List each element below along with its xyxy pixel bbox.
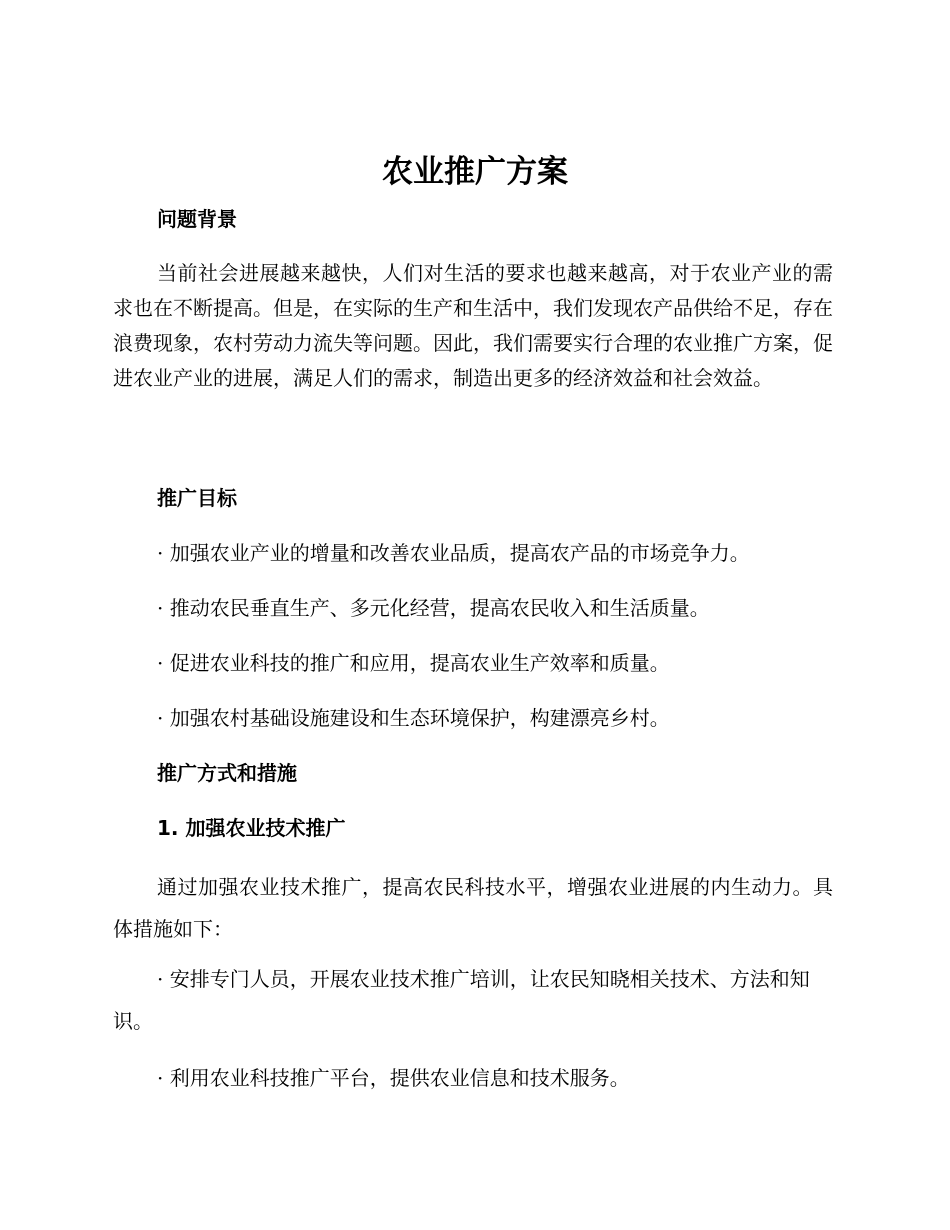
section-heading-goals: 推广目标 [157, 486, 237, 510]
document-title: 农业推广方案 [382, 154, 568, 190]
goal-item: · 加强农村基础设施建设和生态环境保护，构建漂亮乡村。 [157, 706, 670, 730]
goal-item: · 促进农业科技的推广和应用，提高农业生产效率和质量。 [157, 651, 670, 675]
goal-item: · 加强农业产业的增量和改善农业品质，提高农产品的市场竞争力。 [157, 541, 750, 565]
subsection-heading-tech: 1. 加强农业技术推广 [157, 816, 346, 840]
goal-item: · 推动农民垂直生产、多元化经营，提高农民收入和生活质量。 [157, 596, 710, 620]
method-item: · 安排专门人员，开展农业技术推广培训，让农民知晓相关技术、方法和知识。 [113, 967, 810, 1033]
background-paragraph: 当前社会进展越来越快，人们对生活的要求也越来越高，对于农业产业的需求也在不断提高。但是，在实际的生产和生活中，我们发现农产品供给不足，存在浪费现象，农村劳动力流失等问题。因此，我们需要实行合理的农业推广方案，促进农业产业的进展，满足人们的需求，制造出更多的经济效益和社会效益。 [113, 261, 833, 390]
methods-paragraph: 通过加强农业技术推广，提高农民科技水平，增强农业进展的内生动力。具体措施如下： [113, 875, 833, 941]
method-item: · 利用农业科技推广平台，提供农业信息和技术服务。 [157, 1066, 630, 1090]
section-heading-methods: 推广方式和措施 [157, 761, 297, 785]
section-heading-background: 问题背景 [157, 207, 237, 231]
